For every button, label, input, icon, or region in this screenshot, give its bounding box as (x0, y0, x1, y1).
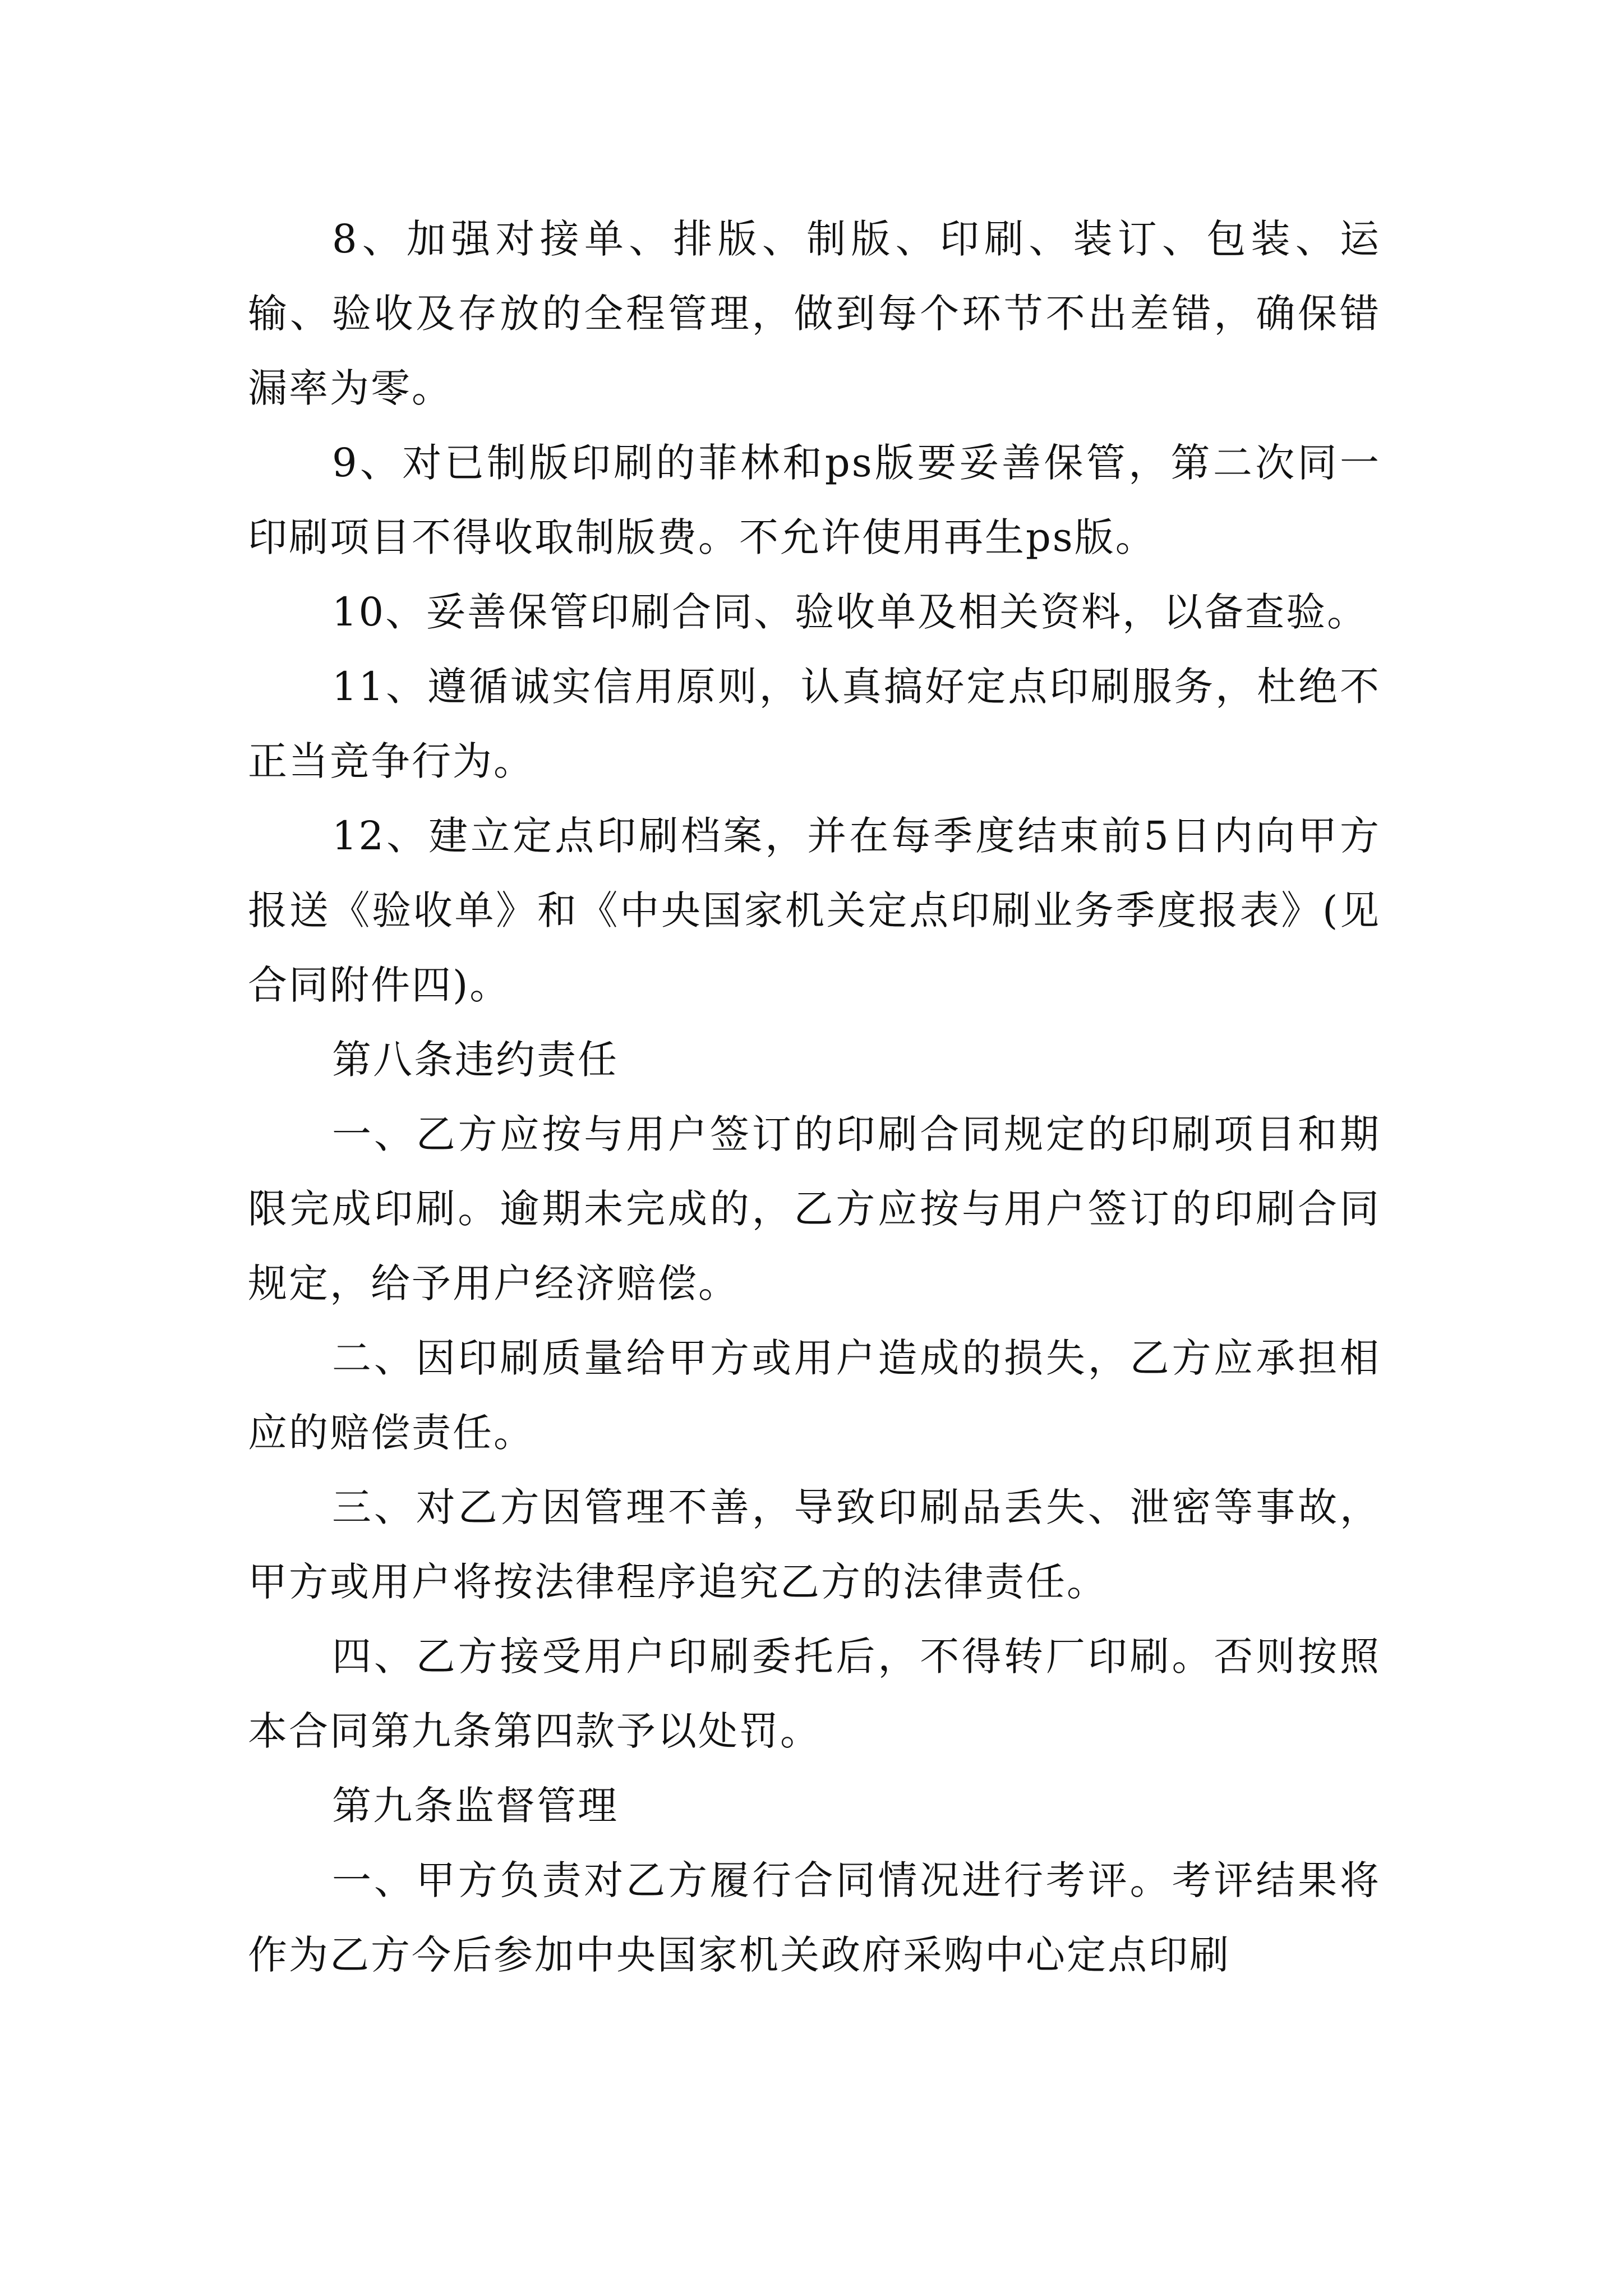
article-8-item-1: 一、乙方应按与用户签订的印刷合同规定的印刷项目和期限完成印刷。逾期未完成的，乙方应按与用户签订的印刷合同规定，给予用户经济赔偿。 (248, 1111, 1381, 1306)
clause-9: 9、对已制版印刷的菲林和ps版要妥善保管，第二次同一印刷项目不得收取制版费。不允许使用再生ps版。 (248, 440, 1381, 560)
clause-11: 11、遵循诚实信用原则，认真搞好定点印刷服务，杜绝不正当竞争行为。 (248, 664, 1381, 784)
document-body (248, 202, 1381, 1993)
clause-12: 12、建立定点印刷档案，并在每季度结束前5日内向甲方报送《验收单》和《中央国家机关定点印刷业务季度报表》(见合同附件四)。 (248, 813, 1381, 1008)
article-8-item-4: 四、乙方接受用户印刷委托后，不得转厂印刷。否则按照本合同第九条第四款予以处罚。 (248, 1634, 1381, 1754)
section-heading-article-8: 第八条违约责任 (332, 1037, 619, 1083)
article-8-item-2: 二、因印刷质量给甲方或用户造成的损失，乙方应承担相应的赔偿责任。 (248, 1335, 1381, 1456)
article-8-item-3: 三、对乙方因管理不善，导致印刷品丢失、泄密等事故，甲方或用户将按法律程序追究乙方的法律责任。 (248, 1484, 1381, 1605)
clause-8: 8、加强对接单、排版、制版、印刷、装订、包装、运输、验收及存放的全程管理，做到每个环节不出差错，确保错漏率为零。 (248, 216, 1381, 411)
article-9-item-1: 一、甲方负责对乙方履行合同情况进行考评。考评结果将作为乙方今后参加中央国家机关政府采购中心定点印刷 (248, 1857, 1381, 1978)
clause-10: 10、妥善保管印刷合同、验收单及相关资料，以备查验。 (332, 589, 1368, 635)
section-heading-article-9: 第九条监督管理 (332, 1783, 619, 1829)
